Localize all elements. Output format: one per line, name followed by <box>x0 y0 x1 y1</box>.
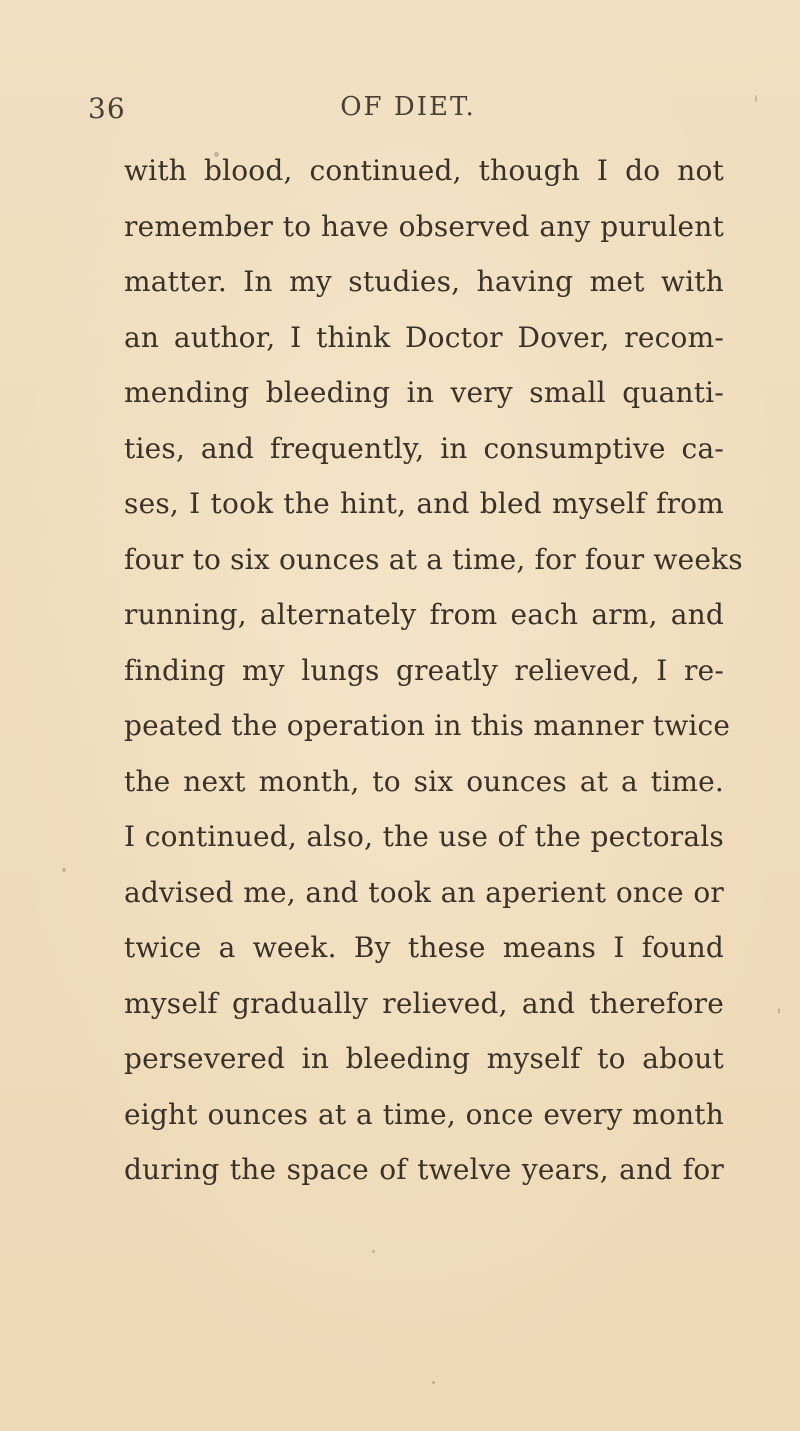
paper-speck <box>778 1008 780 1014</box>
text-line: matter. In my studies, having met with <box>124 265 724 298</box>
text-line: twice a week. By these means I found <box>124 931 724 964</box>
text-line: mending bleeding in very small quanti- <box>124 376 724 409</box>
text-line: an author, I think Doctor Dover, recom- <box>124 320 724 354</box>
text-line: ses, I took the hint, and bled myself from <box>124 487 724 520</box>
text-line: persevered in bleeding myself to about <box>124 1042 724 1075</box>
text-line: advised me, and took an aperient once or <box>124 875 724 909</box>
text-line: during the space of twelve years, and for <box>124 1153 724 1186</box>
text-line: four to six ounces at a time, for four weeks <box>124 542 743 576</box>
text-line: peated the operation in this manner twice <box>124 709 731 742</box>
text-line: running, alternately from each arm, and <box>124 598 724 631</box>
text-line: remember to have observed any purulent <box>124 209 724 243</box>
text-line: the next month, to six ounces at a time. <box>124 764 724 798</box>
paper-speck <box>755 95 757 102</box>
text-line: finding my lungs greatly relieved, I re- <box>124 653 724 687</box>
running-title: OF DIET. <box>340 92 476 122</box>
running-head <box>88 92 728 132</box>
paper-speck <box>62 868 66 872</box>
paper-speck <box>432 1381 435 1384</box>
body-text <box>124 143 743 1198</box>
text-line: myself gradually relieved, and therefore <box>124 986 724 1020</box>
text-line: eight ounces at a time, once every month <box>124 1097 724 1131</box>
text-line: with blood, continued, though I do not <box>124 154 724 187</box>
text-line: I continued, also, the use of the pectorals <box>124 820 724 853</box>
paper-speck <box>214 152 219 157</box>
text-line: ties, and frequently, in consumptive ca- <box>124 431 724 465</box>
page-number: 36 <box>88 92 126 125</box>
paper-speck <box>372 1250 375 1253</box>
